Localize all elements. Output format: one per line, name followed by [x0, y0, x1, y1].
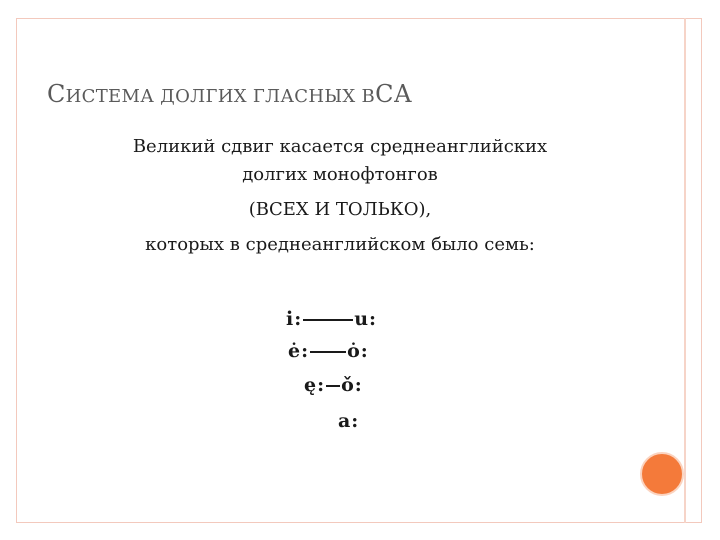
- slide-title: [47, 80, 412, 108]
- vowel-row-low: [338, 410, 359, 432]
- body-line-1: Великий сдвиг касается среднеанглийских: [132, 136, 548, 157]
- vowel-row-high: [286, 308, 377, 330]
- decorative-circle-icon: [640, 452, 684, 496]
- vowel-back-mid-close: ȯ:: [347, 340, 369, 362]
- vowel-front-mid-close: ė:: [288, 340, 310, 362]
- body-line-4: которых в среднеанглийском было семь:: [145, 234, 535, 255]
- title-word-3: СА: [375, 80, 413, 108]
- vowel-connector: [326, 385, 340, 387]
- vowel-front-mid-open: ę:: [304, 374, 326, 396]
- slide-side-band: [684, 18, 686, 523]
- vowel-row-mid-open: [304, 374, 363, 396]
- vowel-back-high: u:: [354, 308, 378, 330]
- vowel-row-mid-close: [288, 340, 369, 362]
- vowel-low: a:: [338, 410, 360, 432]
- title-word-2: ДОЛГИХ ГЛАСНЫХ В: [154, 86, 376, 107]
- title-initial: С: [47, 80, 66, 108]
- title-word-1: ИСТЕМА: [65, 86, 155, 107]
- body-line-3: (ВСЕХ И ТОЛЬКО),: [248, 199, 432, 220]
- vowel-connector: [303, 319, 353, 321]
- vowel-back-mid-open: ǒ:: [341, 374, 363, 396]
- body-line-2: долгих монофтонгов: [242, 164, 438, 185]
- vowel-connector: [310, 351, 346, 353]
- vowel-front-high: i:: [286, 308, 303, 330]
